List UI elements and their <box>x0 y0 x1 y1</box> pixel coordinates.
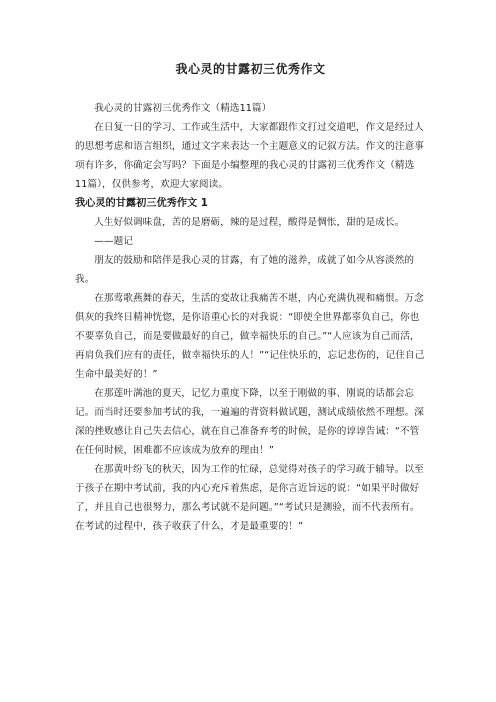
body-paragraph: 朋友的鼓励和陪伴是我心灵的甘露，有了她的滋养，成就了如今从容淡然的我。 <box>75 255 415 285</box>
intro-paragraph: 在日复一日的学习、工作或生活中，大家都跟作文打过交道吧，作文是经过人的思想考虑和语言组织，通过文字来表达一个主题意义的记叙方法。作文的注意事项有许多，你确定会写吗？下面是小编整理的我心灵的甘露初三优秀作文（精选11篇），仅供参考，欢迎大家阅读。 <box>75 122 424 190</box>
document-title: 我心灵的甘露初三优秀作文 <box>175 62 326 76</box>
body-paragraph: 在那黄叶纷飞的秋天，因为工作的忙碌，总觉得对孩子的学习疏于辅导。以至于孩子在期中考试前，我的内心充斥着焦虑，是你言近旨远的说：“如果平时做好了，并且自己也很努力，那么考试就不是问题。”“考试只是测验，而不代表所有。在考试的过程中，孩子收获了什么，才是最重要的！” <box>75 464 424 532</box>
section-heading: 我心灵的甘露初三优秀作文 1 <box>75 198 208 209</box>
intro-paragraph: 我心灵的甘露初三优秀作文（精选11篇） <box>94 103 272 114</box>
body-paragraph: 在那莲叶满池的夏天，记忆力重度下降，以至于刚做的事、刚说的话都会忘记。而当时还要参加考试的我，一遍遍的背资料做试题，测试成绩依然不理想。深深的挫败感让自己失去信心，就在自己准备弃考的时候，是你的谆谆告诫：“不管在任何时候，困难都不应该成为放弃的理由！” <box>75 388 424 456</box>
body-paragraph: 人生好似调味盘，苦的是磨砺，辣的是过程，酸得是惆怅，甜的是成长。 <box>94 217 405 228</box>
epigraph-attribution: ——题记 <box>94 236 133 247</box>
body-paragraph: 在那莺歌燕舞的春天，生活的変故让我痛苦不堪，内心充满仇视和痛恨。万念俱灰的我终日精神恍惚，是你语重心长的对我说：“即使全世界都辜负自己，你也不要辜负自己，而是要做最好的自己，做幸福快乐的自己。”“人应该为自己而活，再肩负我们应有的责任，做幸福快乐的人！”“记住快乐的，忘记悲伤的，记住自己生命中最美好的！” <box>75 293 425 380</box>
